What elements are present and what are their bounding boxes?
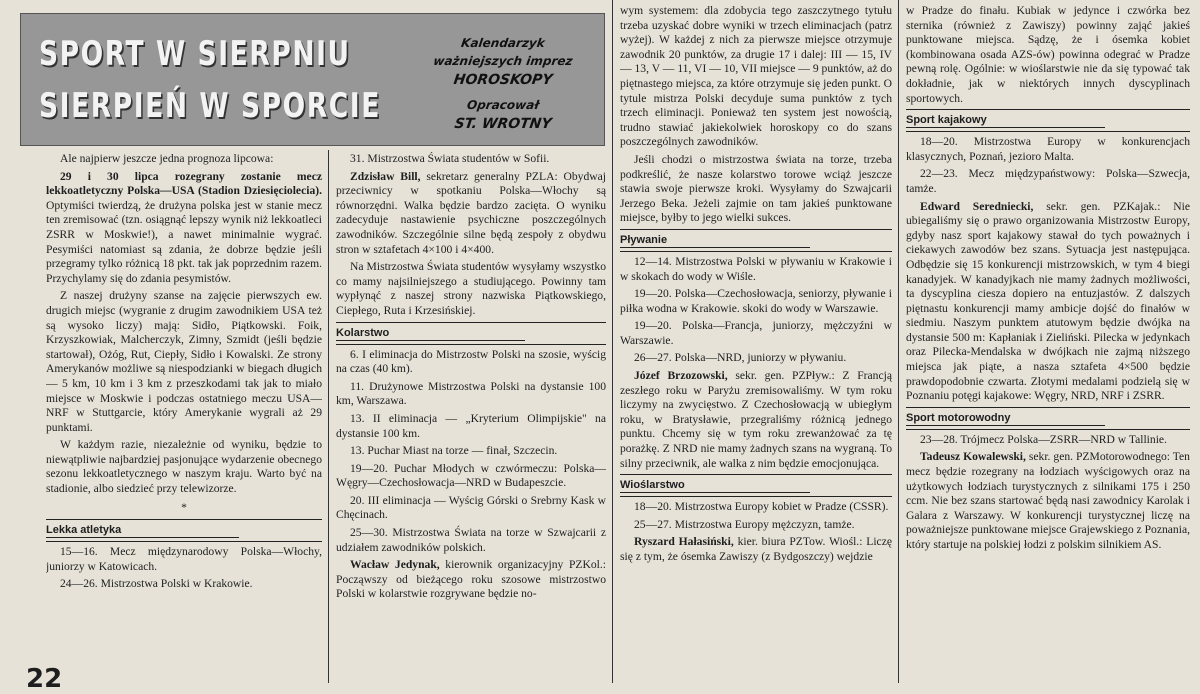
paragraph <box>906 200 1190 404</box>
paragraph: Na Mistrzostwa Świata studentów wysyłamy wszystko co mamy najsilniejszego a studiującego. Powinny tam wypłynąć z naszej strony nazwiska Piątkowskiego, Ciepłego, Ruta i Krzesińskiej. <box>336 260 606 317</box>
section-rule <box>906 429 1190 430</box>
paragraph: W każdym razie, niezależnie od wyniku, będzie to niewątpliwie najbardziej pasjonujące wydarzenie obecnego sezonu lekkoatletycznego w naszym kraju. Warto być na stadionie, albo siedzieć przy telewizorze. <box>46 438 322 496</box>
paragraph-text: sekr. gen. PZPływ.: Z Francją zeszłego roku w Paryżu zremisowaliśmy. W tym roku liczymy na zwycięstwo. Z Czechosłowacją w ubiegłym roku, w Bratysławie, przegraliśmy różnicą jednego punktu. Chcemy się w tym roku zrewanżować za tę porażkę. Z NRD nie mamy żadnych szans na wygraną. To silny przeciwnik, ale walka z nim będzie emocjonująca. <box>620 369 892 470</box>
bold-lead: Edward Seredniecki, <box>920 199 1034 213</box>
paragraph <box>620 369 892 471</box>
paragraph <box>46 170 322 287</box>
event-entry: 18—20. Mistrzostwa Europy kobiet w Pradze (CSSR). <box>634 500 889 514</box>
paragraph: w Pradze do finału. Kubiak w jedynce i czwórka bez sternika (również z Zawiszy) powinny zająć jakieś punktowane miejsca. Sądzę, że i ósemka kobiet (kombinowana osada AZS-ów) powinna odegrać w Pradze pewną rolę. Ogólnie: w wioślarstwie nie da się typować tak dokładnie, jak w niektórych innych dyscyplinach sportowych. <box>906 4 1190 105</box>
section-rule <box>620 474 892 475</box>
paragraph-text: Optymiści twierdzą, że drużyna polska jest w stanie mecz ten zremisować (tzn. osiągnąć lepszy wynik niż lekkoatleci ZSRR w Moskwie!), a nawet minimalnie wygrać. Pesymiści natomiast są zdania, że dobrze będzie jeśli przegramy tylko różnicą 18 pkt. tak jak poprzednim razem. Przychylamy się do zdania pesymistów. <box>46 198 322 285</box>
paragraph-text: kierownik organizacyjny PZKol.: Począwszy od bieżącego roku szosowe mistrzostwo Polski w kolarstwie rozgrywane będzie no- <box>336 558 606 601</box>
section-rule <box>620 496 892 497</box>
bold-lead: Wacław Jedynak, <box>350 558 440 572</box>
section-rule <box>906 131 1190 132</box>
bold-lead: 29 i 30 lipca rozegrany zostanie mecz lekkoatletyczny Polska—USA (Stadion Dziesięciolecia). <box>46 169 322 198</box>
event-entry: 19—20. Polska—Francja, juniorzy, mężczyźni w Warszawie. <box>620 319 892 347</box>
section-rule <box>46 541 322 542</box>
section-rule <box>906 109 1190 110</box>
event-entry: 18—20. Mistrzostwa Europy w konkurencjach klasycznych, Poznań, jezioro Malta. <box>906 135 1190 163</box>
article-column-4 <box>906 4 1190 683</box>
event-entry: 26—27. Polska—NRD, juniorzy w pływaniu. <box>634 351 847 365</box>
title-banner <box>20 13 605 146</box>
event-entry: 25—30. Mistrzostwa Świata na torze w Szwajcarii z udziałem zawodników polskich. <box>336 526 606 554</box>
section-rule <box>906 407 1190 408</box>
paragraph-text: kier. biura PZTow. Wiośl.: Liczę się z tym, że ósemka Zawiszy (z Bydgoszczy) wejdzie <box>620 535 892 563</box>
banner-subtitle-5: ST. WROTNY <box>453 116 553 132</box>
page-number: 22 <box>26 664 63 694</box>
event-entry: 19—20. Puchar Młodych w czwórmeczu: Polska—Węgry—Czechosłowacja—NRD w Budapeszcie. <box>336 461 606 490</box>
article-column-2 <box>336 152 606 683</box>
event-entry: 23—28. Trójmecz Polska—ZSRR—NRD w Tallinie. <box>920 432 1167 446</box>
section-heading-swimming: Pływanie <box>620 233 810 248</box>
event-entry: 13. Puchar Miast na torze — finał, Szczecin. <box>350 444 558 458</box>
banner-title-line1: SPORT W SIERPNIU <box>39 34 351 74</box>
section-heading-athletics: Lekka atletyka <box>46 523 239 538</box>
event-entry: 15—16. Mecz międzynarodowy Polska—Włochy, juniorzy w Katowicach. <box>46 545 322 573</box>
paragraph <box>336 558 606 602</box>
bold-lead: Zdzisław Bill, <box>350 169 421 183</box>
column-divider <box>328 150 329 683</box>
paragraph: Ale najpierw jeszcze jedna prognoza lipcowa: <box>60 152 274 165</box>
article-column-3 <box>620 4 892 683</box>
paragraph: wym systemem: dla zdobycia tego zaszczytnego tytułu trzeba uzyskać dobre wyniki w trzech eliminacjach (patrz wyżej). W każdej z nich za pierwsze miejsce otrzymuje zawodnik 20 punktów, za drugie 17 i dalej: III — 15, IV — 13, V — 11, VI — 10, VII miejsce — 9 punktów, aż do piętnastego miejsca, za które otrzymuje się jeden punkt. O tytule mistrza Polski decyduje suma punktów z tych trzech eliminacji. Ponieważ ten system jest nowością, trudno stawiać jakiekolwiek horoskopy co do szans poszczególnych zawodników. <box>620 4 892 149</box>
paragraph <box>906 450 1190 552</box>
event-entry: 24—26. Mistrzostwa Polski w Krakowie. <box>60 577 253 591</box>
paragraph: Z naszej drużyny szanse na zajęcie pierwszych ew. drugich miejsc (wygranie z drugim zawodnikiem USA też są wysoko liczy) mają: Sidło, Piątkowski. Foik, Krzyszkowiak, Malcherczyk, Zimny, Szmidt (jeśli będzie startował), Ożóg, Rut, Ciepły, Sidło i Kowalski. Ze strony Amerykanów możliwe są niespodzianki w biegach długich — 5 km, 10 km i 3 km z przeszkodami tak jak to miało miejsce w Moskwie i podczas ostatniego meczu USA—NRF w Stuttgarcie, który Amerykanie wygrali aż 29 punktami. <box>46 289 322 434</box>
section-heading-cycling: Kolarstwo <box>336 326 525 341</box>
section-heading-motorboat: Sport motorowodny <box>906 411 1105 426</box>
event-entry: 12—14. Mistrzostwa Polski w pływaniu w Krakowie i w skokach do wody w Wiśle. <box>620 254 892 283</box>
section-rule <box>620 251 892 252</box>
banner-subtitle-2: ważniejszych imprez <box>432 54 574 68</box>
event-entry: 31. Mistrzostwa Świata studentów w Sofii. <box>350 152 550 165</box>
event-entry: 11. Drużynowe Mistrzostwa Polski na dystansie 100 km, Warszawa. <box>336 379 606 408</box>
paragraph-text: sekr. gen. PZKajak.: Nie ubiegaliśmy się o prawo organizowania Mistrzostw Europy, gdyby nasz sport kajakowy stawał do tych poważnych i ciekawych zawodów bez szans. Sytuacja jest następująca. Odbędzie się 15 konkurencji mistrzowskich, w tym 4 biegi kanadyjek. W kanadyjkach nie mamy żadnych możliwości, ta dyscyplina ciesza dopiero na entuzjastów. Z dalszych piętnastu konkurencji mamy ambicje dojść do finałów w siedmiu. Naszym punktem atutowym będzie dwójka na dystansie 500 m: Kapłaniak i Zieliński. Pilecka w jedynkach oraz Pilecka-Mendalska w dwójkach nie zajmą niższego miejsca jak piąte, a nasza sztafeta 4×500 będzie prawdopodobnie czwarta. Złotymi medalami podzielą się w Poznaniu potęgi kajakowe: Węgry, NRD, NRF i ZSRR. <box>906 199 1190 403</box>
banner-subtitle-3: HOROSKOPY <box>452 72 554 88</box>
banner-subtitle-1: Kalendarzyk <box>460 36 546 50</box>
column-divider <box>898 0 899 683</box>
event-entry: 19—20. Polska—Czechosłowacja, seniorzy, pływanie i piłka wodna w Krakowie. skoki do wody w Warszawie. <box>620 287 892 315</box>
banner-title-line2: SIERPIEŃ W SPORCIE <box>39 86 381 126</box>
section-rule <box>336 344 606 345</box>
event-entry: 22—23. Mecz międzypaństwowy: Polska—Szwecja, tamże. <box>906 167 1190 195</box>
paragraph <box>336 170 606 258</box>
banner-subtitle-4: Opracował <box>466 98 540 112</box>
event-entry: 20. III eliminacja — Wyścig Górski o Srebrny Kask w Chęcinach. <box>336 493 606 522</box>
section-rule <box>620 229 892 230</box>
section-rule <box>46 519 322 520</box>
bold-lead: Ryszard Hałasiński, <box>634 535 734 549</box>
event-entry: 25—27. Mistrzostwa Europy mężczyzn, tamże. <box>634 517 855 531</box>
paragraph <box>620 535 892 564</box>
bold-lead: Tadeusz Kowalewski, <box>920 450 1026 464</box>
event-entry: 6. I eliminacja do Mistrzostw Polski na szosie, wyścig na czas (40 km). <box>336 347 606 376</box>
paragraph: Jeśli chodzi o mistrzostwa świata na torze, trzeba podkreślić, że nasze kolarstwo torowe wciąż jeszcze stawia swoje pierwsze kroki. Wysyłamy do Szwajcarii Jerzego Beka. Jeżeli zajmie on tam jakieś punktowane miejsce, byłby to jego wielki sukces. <box>620 152 892 225</box>
paragraph-text: sekretarz generalny PZLA: Obydwaj przeciwnicy w spotkaniu Polska—Włochy są równorzędni. Walka będzie bardzo zacięta. O wyniku zadecyduje nastawienie psychiczne poszczególnych zawodników. Szczególnie silne będą zespoły z obydwu stron w sztafetach 4×100 i 4×400. <box>336 169 606 256</box>
section-rule <box>336 322 606 323</box>
article-column-1 <box>46 152 322 683</box>
paragraph-text: sekr. gen. PZMotorowodnego: Ten mecz będzie rozegrany na łodziach wyścigowych oraz na użytkowych łodziach turystycznych z silnikami 175 i 250 ccm. Nie bez szans startować będą nasi zawodnicy Karolak i Galara z Warszawy. W konkurencji turystycznej liczę na poważniejsze punktowane miejsce Grajewskiego z Poznania, który startuje na polskiej łodzi z polskim silnikiem AS. <box>906 450 1190 551</box>
bold-lead: Józef Brzozowski, <box>634 369 728 383</box>
section-heading-rowing: Wioślarstwo <box>620 478 810 493</box>
column-divider <box>612 0 613 683</box>
event-entry: 13. II eliminacja — „Kryterium Olimpijskie" na dystansie 100 km. <box>336 411 606 440</box>
section-heading-kayaking: Sport kajakowy <box>906 113 1105 128</box>
star-separator: * <box>181 500 187 514</box>
